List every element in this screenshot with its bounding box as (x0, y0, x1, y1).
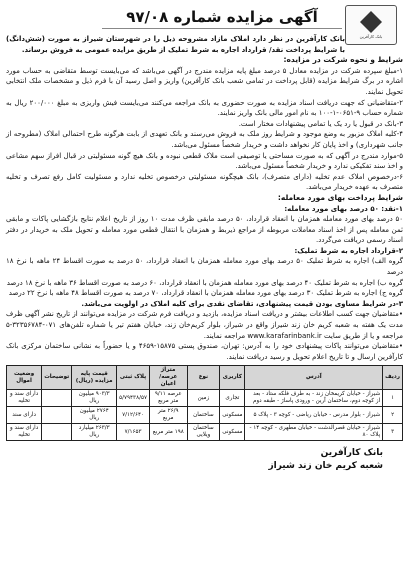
table-cell: دارای سند و تخلیه (7, 424, 42, 441)
table-cell: شیراز - خیابان قصرالدشت - خیابان مطهری - کوچه ۱۴ - پلاک ۸۰ (245, 424, 383, 441)
table-cell: ۷/۱۶۵۳ (117, 424, 150, 441)
table-cell: ۲ (383, 407, 403, 424)
table-header-cell: آدرس (245, 366, 383, 390)
table-cell: ۵/۷۹۴۳۸/۵۷ (117, 390, 150, 407)
table-cell (42, 407, 72, 424)
table-cell: ساختمان ویلایی (187, 424, 220, 441)
header (6, 4, 403, 39)
payment-lease-title: ۲-قرارداد اجاره به شرط تملیک: (294, 246, 403, 255)
footer-branch-name: شعبه کریم خان زند شیراز (268, 461, 383, 472)
payment-cash-text: ۵۰ درصد بهای مورد معامله همزمان با انعقاد قرارداد، ۵۰ درصد مابقی ظرف مدت ۱۰ روز از تاریخ اعلام نتایج بازگشایی پاکات و مابقی ثمن معامله پس از اخذ اسناد معاملات مربوطه از مراجع ذیربط و همزمان با انتقال قطعی مورد معامله و تحویل ملک به خریدار در دفتر اسناد رسمی دریافت می‌گردد. (6, 215, 404, 245)
table-cell: ۱ (383, 390, 403, 407)
table-cell: تجاری (220, 390, 245, 407)
table-cell: مسکونی (220, 424, 245, 441)
term-item: ۶-درخصوص املاک عدم تخلیه (دارای متصرف)، بانک هیچگونه مسئولیتی درخصوص تخلیه ندارد و مسئولیت کامل رفع تصرف و تخلیه متصرف به عهده خریدار می‌باشد. (6, 172, 403, 192)
footer-signature (6, 447, 403, 473)
table-cell: شیراز - بلوار مدرس - خیابان ریاضی - کوچه ۳ - پلاک ۵ (245, 407, 383, 424)
logo-mark-icon (360, 11, 382, 33)
section-terms-heading: شرایط و نحوه شرکت در مزایده: (283, 55, 403, 65)
table-header-cell: نوع (187, 366, 220, 390)
table-cell: عرصه ۹/۱۱ متر مربع (149, 390, 187, 407)
table-cell: زمین (187, 390, 220, 407)
table-row (7, 424, 403, 441)
term-item: ۴-کلیه املاک مزبور به وضع موجود و شرایط روز ملک به فروش می‌رسند و بانک تعهدی از بابت هرگونه طرح احتمالی املاک (مطروحه از جانب شهرداری) و اخذ پایان کار نخواهد داشت و خریدار شخصاً مسئول می‌باشد. (6, 130, 403, 149)
payment-lease-item: گروه ب) اجاره به شرط تملیک ۴۰ درصد بهای مورد معامله همزمان با انعقاد قرارداد، ۶۰ درصد به صورت اقساط ۳۶ ماهه با نرخ ۱۸ درصد (6, 278, 403, 287)
term-item: ۳-بانک در قبول یا رد یک یا تمامی پیشنهادات مختار است. (238, 119, 403, 128)
table-cell: ۹۰۳/۳ میلیون ریال (72, 390, 117, 407)
table-header-row (7, 366, 403, 390)
table-cell: ۷/۱۲/۶۴۰ (117, 407, 150, 424)
table-cell: ۲۷۶۴ میلیون ریال (72, 407, 117, 424)
bank-logo (345, 5, 397, 45)
table-cell (42, 424, 72, 441)
table-cell (42, 390, 72, 407)
term-item: ۱-مبلغ سپرده شرکت در مزایده معادل ۵ درصد مبلغ پایه مزایده مندرج در آگهی می‌باشد که می‌بایست توسط متقاضی به حساب مورد اشاره در برگ شرایط مزایده (قابل پرداخت در تمامی شعب بانک کارآفرین) واریز و اصل رسید آن با فرم ذیل و مشخصات ملک انتخابی تحویل نمایند. (6, 66, 403, 96)
table-cell: ۲۶۳/۳ میلیارد ریال (72, 424, 117, 441)
ad-body (6, 34, 403, 362)
table-cell: ۳ (383, 424, 403, 441)
table-header-cell: کاربری (220, 366, 245, 390)
table-cell: مسکونی (220, 407, 245, 424)
table-cell: ۱۹۸ متر مربع (149, 424, 187, 441)
payment-lease-item: گروه الف) اجاره به شرط تملیک ۵۰ درصد بهای مورد معامله همزمان با انعقاد قرارداد، ۵۰ درصد به صورت اقساط ۲۴ ماهه با نرخ ۱۸ درصد (6, 257, 404, 277)
table-header-cell: توضیحات (42, 366, 72, 390)
logo-text: بانک کارآفرین (359, 34, 383, 39)
payment-lease-item: گروه ج) اجاره به شرط تملیک ۳۰ درصد بهای مورد معامله همزمان با انعقاد قرارداد، ۷۰ درصد به صورت اقساط ۴۸ ماهه با نرخ ۲۲ درصد (8, 289, 403, 298)
payment-cash-title: ۱-نقد: ۵۰ درصد بهای مورد معامله: (284, 204, 403, 213)
table-header-cell: ردیف (383, 366, 403, 390)
property-table (6, 365, 403, 441)
term-item: ۲-متقاضیانی که جهت دریافت اسناد مزایده به صورت حضوری به بانک مراجعه می‌کنند می‌بایست فیش واریزی به مبلغ ۲۰۰/۰۰۰ ریال به شماره حساب ۹-۰۶۵۱-۱-۱۰۰ به نام امور مالی بانک واریز نمایند. (6, 98, 404, 118)
table-cell: شیراز - خیابان کریمخان زند - به طرف فلکه ستاد - بعد از کوچه دوم، ساختمان آرین - ورودی پاساژ - طبقه دوم (245, 390, 383, 407)
intro-text: بانک کارآفرین در نظر دارد املاک مازاد مشروحه ذیل را در شهرستان شیراز به صورت (شش‌دانگ) با شرایط پرداخت نقد/ قرارداد اجاره به شرط تملیک از طریق مزایده عمومی به فروش برساند. (6, 35, 345, 54)
table-header-cell: متراژ عرصه/اعیان (149, 366, 187, 390)
table-header-cell: قیمت پایه مزایده (ریال) (72, 366, 117, 390)
table-header-cell: پلاک ثبتی (117, 366, 150, 390)
note-item: •متقاضیان جهت کسب اطلاعات بیشتر و دریافت اسناد مزایده، بازدید و دریافت فرم شرکت در مزایده می‌توانند از تاریخ نشر آگهی ظرف مدت یک هفته به شعبه کریم خان زند شیراز واقع در شیراز، بلوار کریم‌خان زند، خیابان هفتم تیر یا شماره تلفن‌های ۰۷۱-۳۲۳۵۶۷۸۴-۵ مراجعه و یا از طریق سایت www.karafarinbank.ir مراجعه نمایند. (6, 310, 403, 340)
footer-bank-name: بانک کارآفرین (320, 448, 383, 459)
priority-note: ۳-در شرایط مساوی بودن قیمت پیشنهادی، تقاضای نقدی برای کلیه املاک در اولویت می‌باشد. (81, 299, 403, 308)
page-title: آگهی مزایده شماره ۹۷/۰۸ (102, 8, 342, 29)
table-header-cell: وضعیت اموال (7, 366, 42, 390)
table-cell: ساختمان (187, 407, 220, 424)
table-cell: دارای سند (7, 407, 42, 424)
note-item: •متقاضیان می‌توانند پاکات پیشنهادی خود را به آدرس: تهران، صندوق پستی ۱۵۸۷۵-۴۶۵۹ و یا حضوراً به نشانی ساختمان مرکزی بانک کارآفرین ارسال و تا تاریخ اعلام تحویل و رسید دریافت نمایند. (6, 342, 403, 361)
table-cell: دارای سند و تخلیه (7, 390, 42, 407)
table-row (7, 407, 403, 424)
term-item: ۵-موارد مندرج در آگهی که به صورت مساحتی یا توصیفی است ملاک قطعی نبوده و بانک هیچ گونه مسئولیتی در قبال افراز سهم مشاعی و اخذ سند تفکیکی ندارد و خریدار شخصاً مسئول می‌باشد. (6, 151, 403, 171)
table-row (7, 390, 403, 407)
section-payment-heading: شرایط پرداخت بهای مورد معامله: (277, 192, 403, 202)
table-cell: ۲۶/۹ متر مربع (149, 407, 187, 424)
